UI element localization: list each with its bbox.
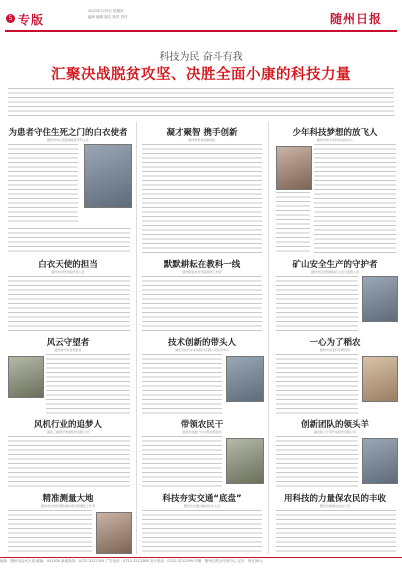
- page-number-badge: 5: [6, 14, 15, 23]
- headline-subtitle: 科技为民 奋斗有我: [159, 52, 243, 63]
- article-photo: [8, 356, 44, 398]
- article-body: [314, 144, 396, 254]
- article-subtitle: 随州市应急管理局矿山安全监管人员: [310, 270, 359, 274]
- article-title: 带领农民干: [180, 420, 224, 430]
- article-subtitle: 随州市植保站农技人员: [319, 504, 350, 508]
- intro-text: [8, 88, 394, 118]
- article-title: 一心为了稻农: [309, 338, 361, 348]
- article-title: 白衣天使的担当: [38, 260, 98, 270]
- article-body: [276, 192, 310, 254]
- article-photo: [226, 438, 264, 484]
- article-body: [142, 510, 262, 554]
- article-body: [276, 436, 358, 488]
- article-subtitle: 湖北齐星汽车车身股份有限公司技术中心: [174, 348, 229, 352]
- article-subtitle: 湖北三峰透平装备股份有限公司: [46, 430, 89, 434]
- article-body: [8, 228, 130, 254]
- headline-title: 汇聚决战脱贫攻坚、决胜全面小康的科技力量: [51, 67, 351, 83]
- article-photo: [226, 356, 264, 402]
- article-photo: [362, 276, 398, 322]
- article-title: 矿山安全生产的守护者: [292, 260, 378, 270]
- page-footer: 地址：随州市沿河大道 邮编：441300 新闻热线：0722-3212345 广告电话：0722-3212388 发行电话：0722-3212399 印刷：随州日报社印务中心 定价：每月30元: [0, 557, 402, 570]
- article-body: [142, 276, 262, 332]
- article-subtitle: 湖北程力专用汽车股份有限公司: [313, 430, 356, 434]
- article-title: 少年科技梦想的放飞人: [292, 128, 378, 138]
- article-subtitle: 随州市青少年科技活动中心: [316, 138, 353, 142]
- article-title: 风机行业的追梦人: [33, 420, 102, 430]
- article-body: [276, 276, 358, 332]
- article-body: [8, 510, 92, 554]
- header-editors: 编审 编辑 版式 校对 责任: [88, 15, 128, 19]
- article-body: [142, 436, 222, 488]
- article-photo: [84, 144, 132, 208]
- article-subtitle: 随州市自然资源和城乡建设局测绘工作者: [40, 504, 95, 508]
- article-title: 创新团队的领头羊: [300, 420, 369, 430]
- article-subtitle: 随州市中医医院医务人员: [51, 270, 85, 274]
- column-divider: [268, 122, 269, 554]
- article-photo: [362, 356, 398, 402]
- article-body: [142, 354, 222, 414]
- newspaper-masthead: 随州日报: [330, 12, 383, 26]
- article-photo: [96, 512, 132, 554]
- article-title: 科技夯实交通“底盘”: [162, 494, 242, 504]
- column-divider: [136, 122, 137, 554]
- article-photo: [362, 438, 398, 484]
- article-photo: [276, 146, 312, 190]
- article-body: [276, 510, 396, 554]
- article-body: [8, 144, 78, 224]
- article-title: 用科技的力量保农民的丰收: [283, 494, 386, 504]
- header-date: 2023年2月9日 星期四: [88, 9, 124, 13]
- section-title: 专版: [18, 13, 45, 27]
- article-subtitle: 随州市交通运输局技术人员: [183, 504, 220, 508]
- article-subtitle: 随州市气象台预报员: [54, 348, 82, 352]
- article-title: 技术创新的带头人: [167, 338, 236, 348]
- article-title: 风云守望者: [46, 338, 90, 348]
- article-body: [8, 436, 130, 488]
- article-title: 默默耕耘在教科一线: [163, 260, 241, 270]
- article-body: [276, 354, 358, 414]
- article-subtitle: 随州职业技术学院科研工作者: [182, 270, 222, 274]
- article-title: 精准测量大地: [42, 494, 94, 504]
- article-body: [8, 276, 130, 332]
- article-title: 凝才聚智 携手创新: [166, 128, 238, 138]
- article-body: [142, 144, 262, 254]
- article-subtitle: 随州市农业科学研究所: [319, 348, 350, 352]
- header-meta: [88, 8, 127, 20]
- header-rule: [5, 30, 397, 32]
- article-subtitle: 随州市中心医院重症医学科主任: [46, 138, 89, 142]
- article-subtitle: 随州市科技创新团队: [188, 138, 216, 142]
- article-body: [46, 354, 130, 414]
- article-subtitle: 随县农技推广中心科技特派员: [182, 430, 222, 434]
- article-title: 为患者守住生死之门的白衣使者: [8, 128, 128, 138]
